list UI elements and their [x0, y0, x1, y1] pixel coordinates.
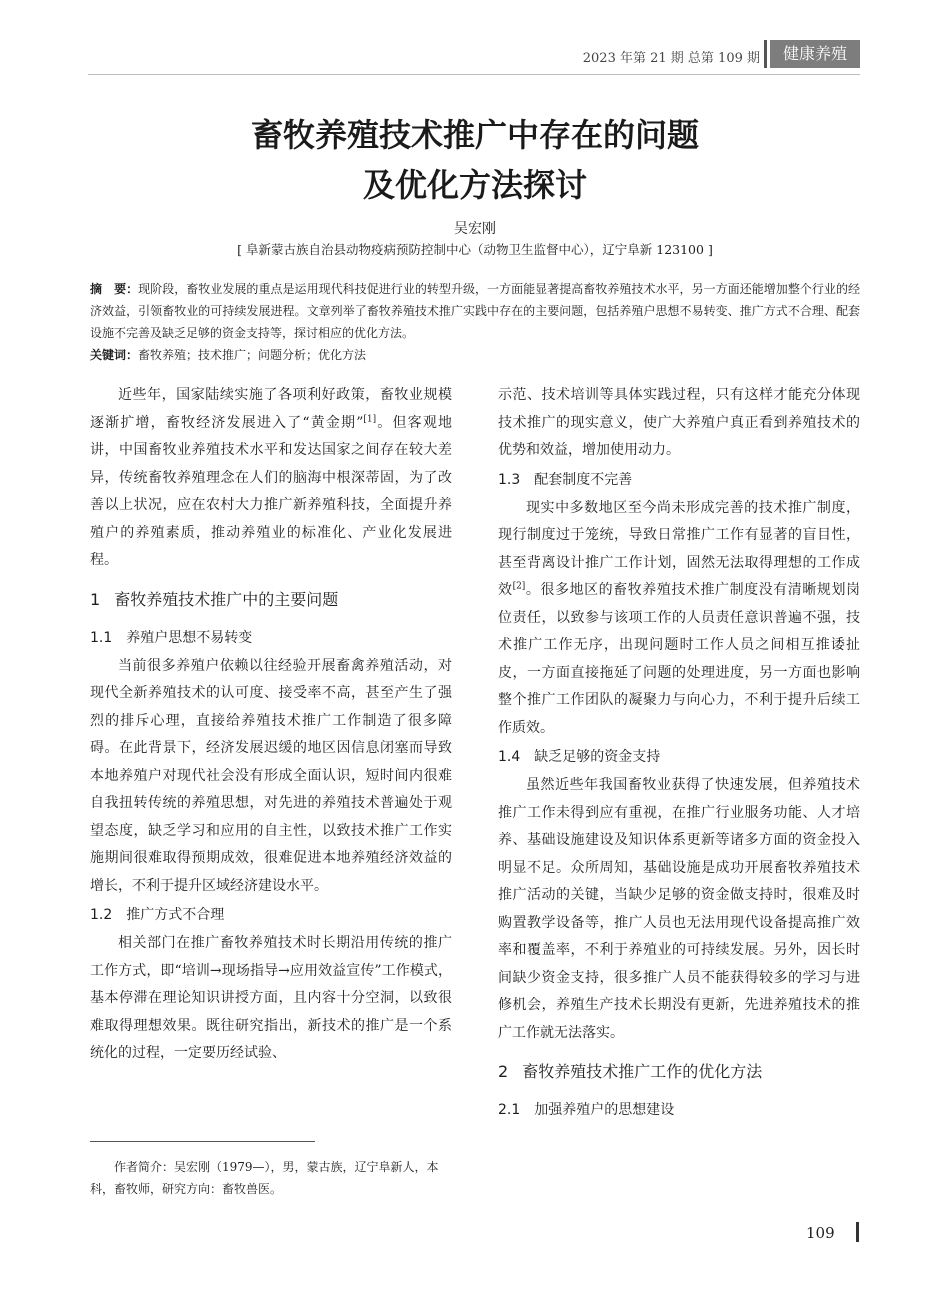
section-1-3-heading: 1.3 配套制度不完善 [498, 471, 633, 488]
abstract [90, 278, 860, 344]
author-footnote: 作者简介：吴宏刚（1979—），男，蒙古族，辽宁阜新人，本科，畜牧师，研究方向：畜牧兽医。 [90, 1160, 439, 1196]
citation-2[interactable]: [2] [512, 581, 526, 592]
footnote-rule [90, 1141, 315, 1142]
section-1-4-text: 虽然近些年我国畜牧业获得了快速发展，但养殖技术推广工作未得到应有重视，在推广行业服务功能、人才培养、基础设施建设及知识体系更新等诸多方面的资金投入明显不足。众所周知，基础设施是成功开展畜牧养殖技术推广活动的关键，当缺少足够的资金做支持时，很难及时购置教学设备等，推广人员也无法用现代设备提高推广效率和覆盖率，不利于养殖业的可持续发展。另外，因长时间缺少资金支持，很多推广人员不能获得较多的学习与进修机会，养殖生产技术长期没有更新，先进养殖技术的推广工作就无法落实。 [498, 777, 860, 1041]
section-1-2-heading: 1.2 推广方式不合理 [90, 907, 225, 923]
article-title [0, 110, 950, 210]
section-1-4-heading: 1.4 缺乏足够的资金支持 [498, 749, 661, 765]
section-2-heading: 2 畜牧养殖技术推广工作的优化方法 [498, 1062, 763, 1081]
section-2-1-heading: 2.1 加强养殖户的思想建设 [498, 1102, 675, 1118]
title-line-1: 畜牧养殖技术推广中存在的问题 [250, 116, 699, 154]
section-1-3-text: 现实中多数地区至今尚未形成完善的技术推广制度，现行制度过于笼统，导致日常推广工作有显著的盲目性，甚至背离设计推广工作计划，固然无法取得理想的工作成效[2]。很多地区的畜牧养殖技术推广制度没有清晰规划岗位责任，以致参与该项工作的人员责任意识普遍不强，技术推广工作无序，出现问题时工作人员之间相互推诿扯皮，一方面直接拖延了问题的处理进度，另一方面也影响整个推广工作团队的凝聚力与向心力，不利于提升后续工作质效。 [498, 499, 861, 736]
left-column [90, 382, 452, 1068]
citation-1[interactable]: [1] [363, 413, 377, 424]
header-rule [88, 74, 860, 75]
title-line-2: 及优化方法探讨 [362, 166, 587, 204]
section-1-1-heading: 1.1 养殖户思想不易转变 [90, 629, 253, 646]
abstract-label: 摘 要： [90, 282, 139, 296]
author: 吴宏刚 [454, 221, 496, 237]
section-tag: 健康养殖 [770, 40, 860, 68]
keywords-label: 关键词： [90, 348, 139, 362]
section-1-2-continued: 示范、技术培训等具体实践过程，只有这样才能充分体现技术推广的现实意义，使广大养殖户真正看到养殖技术的优势和效益，增加使用动力。 [498, 387, 860, 458]
section-1-2-text: 相关部门在推广畜牧养殖技术时长期沿用传统的推广工作方式，即“培训→现场指导→应用效益宣传”工作模式，基本停滞在理论知识讲授方面，且内容十分空洞，以致很难取得理想效果。既往研究指出，新技术的推广是一个系统化的过程，一定要历经试验、 [90, 935, 452, 1061]
abstract-text: 现阶段，畜牧业发展的重点是运用现代科技促进行业的转型升级，一方面能显著提高畜牧养殖技术水平，另一方面还能增加整个行业的经济效益，引领畜牧业的可持续发展进程。文章列举了畜牧养殖技术推广实践中存在的主要问题，包括养殖户思想不易转变、推广方式不合理、配套设施不完善及缺乏足够的资金支持等，探讨相应的优化方法。 [90, 282, 860, 340]
page-number-bar [856, 1222, 859, 1242]
issue-info: 2023 年第 21 期 总第 109 期 [582, 51, 760, 66]
keywords-text: 畜牧养殖；技术推广；问题分析；优化方法 [138, 348, 367, 362]
header-divider [764, 40, 767, 68]
keywords [90, 344, 860, 366]
section-1-1-text: 当前很多养殖户依赖以往经验开展畜禽养殖活动，对现代全新养殖技术的认可度、接受率不高，甚至产生了强烈的排斥心理，直接给养殖技术推广工作制造了很多障碍。在此背景下，经济发展迟缓的地区因信息闭塞而导致本地养殖户对现代社会没有形成全面认识，短时间内很难自我扭转传统的养殖思想，对先进的养殖技术普遍处于观望态度，缺乏学习和应用的自主性，以致技术推广工作实施期间很难取得预期成效，很难促进本地养殖经济效益的增长，不利于提升区域经济建设水平。 [90, 657, 452, 894]
section-1-heading: 1 畜牧养殖技术推广中的主要问题 [90, 589, 339, 609]
intro-paragraph: 近些年，国家陆续实施了各项利好政策，畜牧业规模逐渐扩增，畜牧经济发展进入了“黄金期”[1]。但客观地讲，中国畜牧业养殖技术水平和发达国家之间存在较大差异，传统畜牧养殖理念在人们的脑海中根深蒂固，为了改善以上状况，应在农村大力推广新养殖科技，全面提升养殖户的养殖素质，推动养殖业的标准化、产业化发展进程。 [90, 387, 452, 568]
right-column [498, 382, 860, 1125]
page-number: 109 [806, 1224, 835, 1242]
affiliation: [ 阜新蒙古族自治县动物疫病预防控制中心（动物卫生监督中心），辽宁阜新 123100 ] [237, 242, 713, 257]
